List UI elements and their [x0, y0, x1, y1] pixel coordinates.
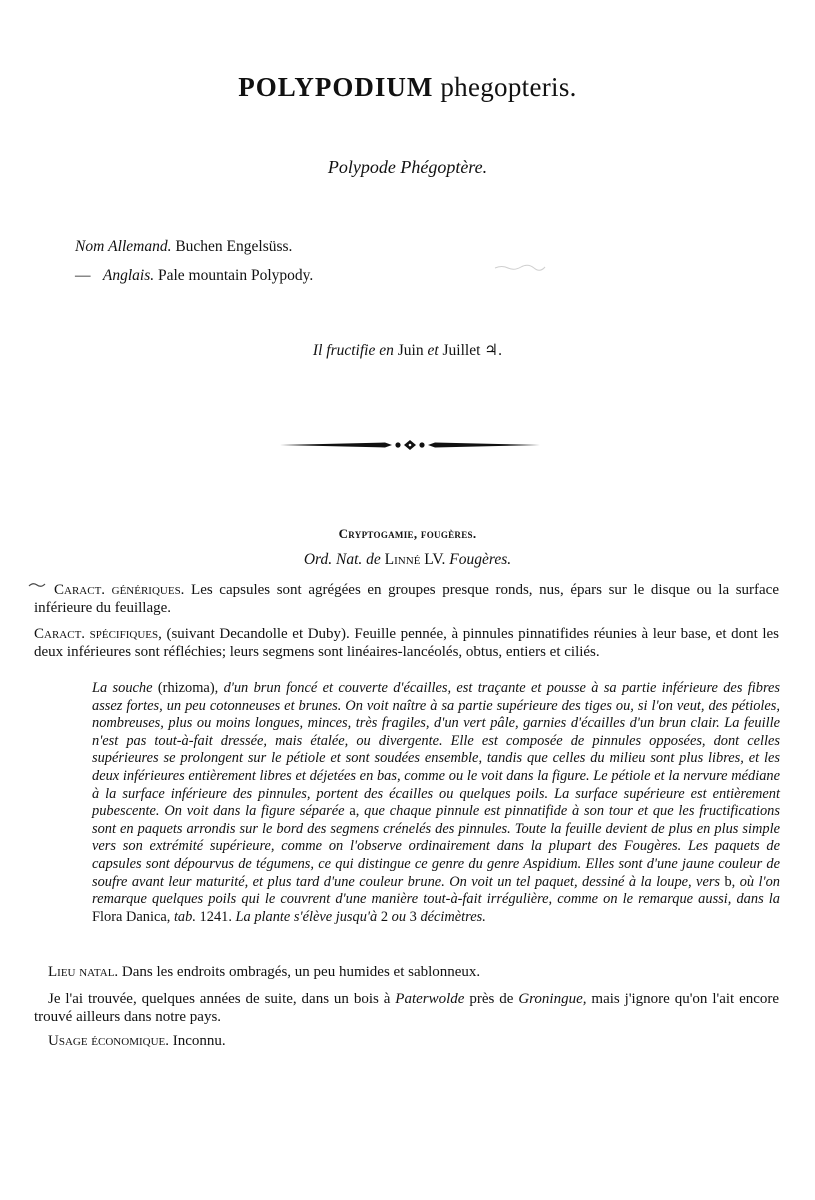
- generic-text: Les capsules sont agrégées en groupes presque ronds, nus, épars sur le disque ou la surface inférieure du feuillage.: [34, 582, 779, 616]
- divider-ornament: [280, 438, 540, 452]
- plate-number: 1241.: [199, 908, 232, 925]
- found-text: près de: [469, 991, 514, 1007]
- description-text: d'un brun foncé et couverte d'écailles, est traçante et pousse à sa partie inférieure des fibres assez fortes, un peu cotonneuses et brunes. On voit naître à sa partie supérieure des tiges ou, si l'on veut, des pétioles, nombreuses, plus ou moins longues, minces, très fragiles, d'un vert pâle, garnies d'écailles d'un brun clair. La feuille n'est pas tout-à-fait dressée, mais étalée, ou divergente. Elle est composée de pinnules opposées, dont celles supérieures se prolongent sur le pétiole et sont soudées ensemble, tandis que celles du milieu sont plus libres, et les deux inférieures entièrement libres et déjetées en bas, comme ou le voit dans la figure. Le pétiole et la nervure médiane à la surface inférieure des pinnules, portent des écailles ou quelques poils. La surface supérieure est entièrement pubescente. On voit dans la figure séparée: [92, 680, 781, 820]
- french-name: Polypode Phégoptère.: [327, 157, 488, 177]
- found-text: mais j'ignore qu'on l'ait encore trouvé ailleurs dans notre pays.: [34, 991, 780, 1025]
- order-name: Fougères.: [449, 551, 512, 568]
- economic-usage: [34, 1032, 779, 1050]
- perennial-symbol: ♃.: [484, 342, 503, 359]
- description-text: où l'on remarque quelques poils qui le couvrent d'une manière tout-à-fait irrégulière, comme on le remarque aussi, dans la: [92, 873, 781, 908]
- fruiting-en: en: [379, 342, 394, 359]
- found-note: [34, 990, 779, 1026]
- figure-ref-b: b,: [724, 873, 736, 890]
- section-label: Usage économique.: [48, 1033, 169, 1049]
- fruiting-period: [0, 341, 815, 360]
- fruiting-prefix: Il fructifie: [312, 342, 376, 359]
- description-text: que chaque pinnule est pinnatifide à son tour et que les fructifications sont en paquets arrondis sur le bord des segmens crénelés des pinnules. Toute la feuille devient de plus en plus simple vers son extrémité supérieure, comme on l'observe ordinairement dans la plupart des Fougères. Les paquets de capsules sont dépourvus de tégumens, ce qui distingue ce genre du genre Aspidium. Elles sont d'une jaune couleur de soufre avant leur maturité, et plus tard d'une couleur brune. On voit un tel paquet, dessiné à la loupe, vers: [92, 803, 780, 890]
- specific-characters: [34, 625, 779, 661]
- reference-work: Flora Danica,: [92, 908, 171, 925]
- description-text: décimètres.: [420, 908, 486, 925]
- section-label: Lieu natal.: [48, 964, 119, 980]
- figure-ref-a: a,: [349, 803, 360, 820]
- height-max: 3: [409, 908, 417, 925]
- order-number: LV.: [424, 551, 446, 568]
- description-text: (rhizoma),: [157, 680, 219, 696]
- generic-characters: [34, 581, 779, 617]
- plant-description: [92, 680, 780, 926]
- name-language: Allemand.: [108, 238, 172, 255]
- faint-mark: [494, 263, 546, 271]
- fruiting-month-2: Juillet: [442, 342, 481, 359]
- habitat: [34, 963, 779, 981]
- page-title: [0, 72, 815, 103]
- fruiting-month-1: Juin: [397, 342, 424, 359]
- fruiting-et: et: [427, 342, 439, 359]
- title-species: phegopteris.: [440, 72, 577, 102]
- order-author: Linné: [384, 551, 421, 568]
- name-language: Anglais.: [102, 267, 155, 284]
- usage-text: Inconnu.: [172, 1033, 226, 1049]
- description-text: La plante s'élève jusqu'à: [235, 908, 378, 925]
- title-genus: POLYPODIUM: [238, 72, 434, 102]
- habitat-text: Dans les endroits ombragés, un peu humides et sablonneux.: [121, 964, 481, 980]
- natural-order: [0, 551, 815, 569]
- description-text: ou: [391, 908, 407, 925]
- name-lead: —: [75, 267, 91, 284]
- name-value: Pale mountain Polypody.: [158, 267, 314, 284]
- description-text: La souche: [92, 680, 153, 696]
- place-name: Groningue,: [518, 991, 587, 1007]
- found-text: Je l'ai trouvée, quelques années de suite, dans un bois à: [48, 991, 391, 1007]
- place-name: Paterwolde: [395, 991, 465, 1007]
- description-text: tab.: [173, 908, 196, 925]
- name-value: Buchen Engelsüss.: [175, 238, 293, 255]
- specific-text: (suivant Decandolle et Duby). Feuille pennée, à pinnules pinnatifides réunies à leur base, et dont les deux inférieures sont réfléchies; leurs segmens sont linéaires-lancéolés, obtus, entiers et ciliés.: [34, 626, 780, 660]
- section-label: Caract. génériques.: [54, 582, 185, 598]
- classification-heading: Cryptogamie, fougères.: [338, 526, 477, 541]
- height-min: 2: [380, 908, 389, 925]
- common-name-german: [75, 238, 292, 256]
- section-label: Caract. spécifiques,: [34, 626, 162, 642]
- common-name-english: [75, 267, 313, 285]
- order-prefix: Ord. Nat. de: [303, 551, 381, 568]
- name-lead: Nom: [75, 238, 105, 255]
